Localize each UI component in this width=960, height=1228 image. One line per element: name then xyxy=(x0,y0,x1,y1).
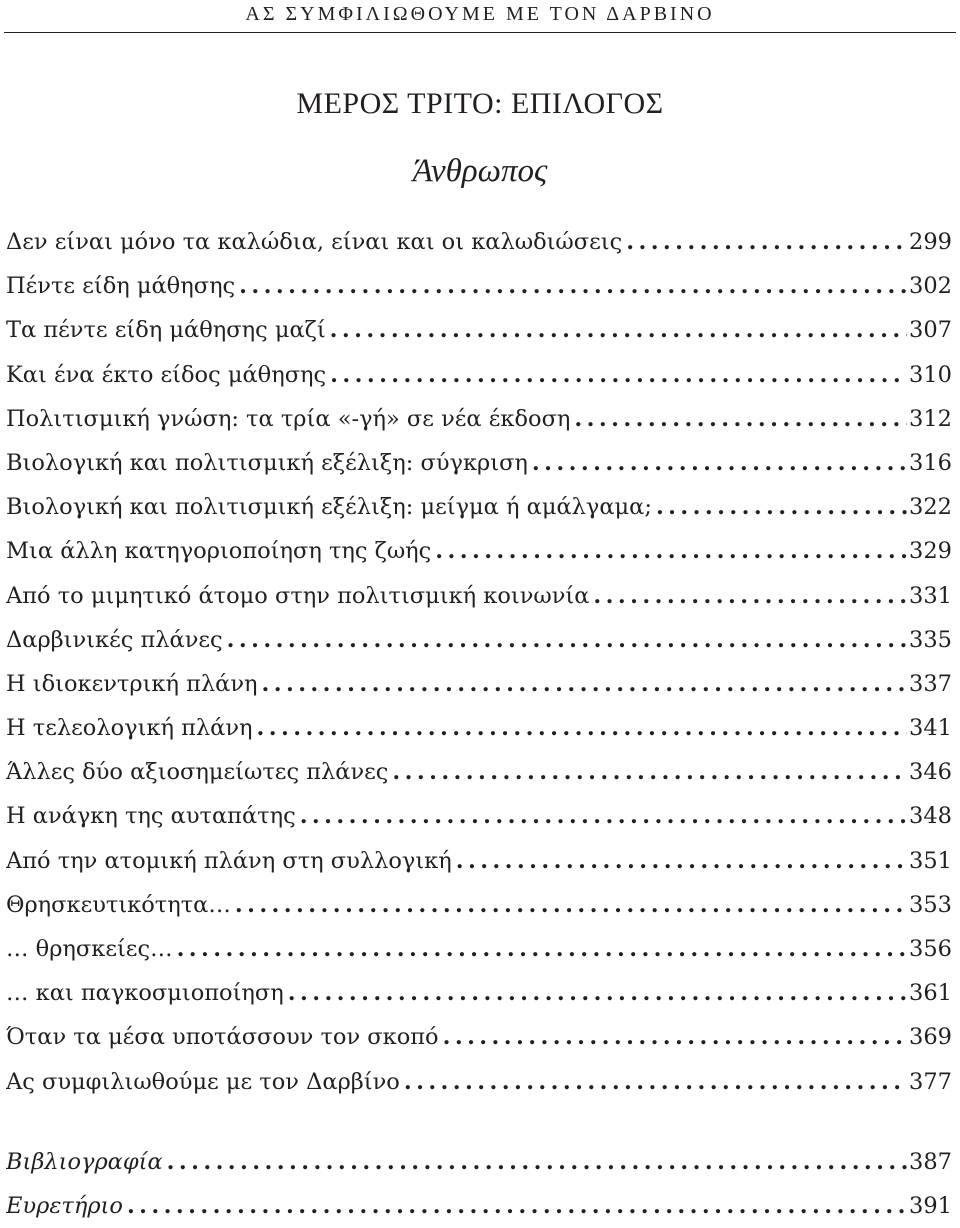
toc-entry xyxy=(6,353,952,397)
toc-entry-page: 361 xyxy=(909,980,952,1007)
toc-entry xyxy=(6,1060,952,1104)
toc-entry-page: 369 xyxy=(909,1024,952,1051)
toc-leader-dots xyxy=(239,264,907,308)
running-header: ΑΣ ΣΥΜΦΙΛΙΩΘΟΥΜΕ ΜΕ ΤΟΝ ΔΑΡΒΙΝΟ xyxy=(245,3,715,25)
toc-entry-title: Όταν τα μέσα υποτάσσουν τον σκοπό xyxy=(6,1024,439,1051)
toc-entry-page: 351 xyxy=(909,847,952,874)
toc-entry-page: 331 xyxy=(909,582,952,609)
toc-entry-page: 302 xyxy=(909,273,952,300)
toc-entry-title: Από το μιμητικό άτομο στην πολιτισμική κοινωνία xyxy=(6,582,590,609)
toc-leader-dots xyxy=(404,1060,907,1104)
toc-entry xyxy=(6,529,952,573)
toc-entry-page: 310 xyxy=(909,361,952,388)
toc-leader-dots xyxy=(656,485,907,529)
toc-entry xyxy=(6,1015,952,1059)
toc-entry xyxy=(6,839,952,883)
toc-leader-dots xyxy=(593,574,907,618)
toc-entry-title: … θρησκείες… xyxy=(6,936,173,962)
toc-entry xyxy=(6,750,952,794)
toc-entry-page: 307 xyxy=(909,317,952,344)
toc-entry xyxy=(6,397,952,441)
toc-entry xyxy=(6,485,952,529)
toc-leader-dots xyxy=(177,927,907,971)
toc-leader-dots xyxy=(330,353,907,397)
back-matter-entry xyxy=(6,1140,952,1184)
toc-leader-dots xyxy=(443,1015,907,1059)
toc-entry-title: Η ανάγκη της αυταπάτης xyxy=(6,803,296,830)
toc-entry-title: Θρησκευτικότητα… xyxy=(6,891,231,918)
toc-leader-dots xyxy=(235,883,907,927)
table-of-contents xyxy=(6,220,952,1104)
toc-entry xyxy=(6,971,952,1015)
toc-entry-title: Πέντε είδη μάθησης xyxy=(6,273,236,300)
toc-leader-dots xyxy=(127,1184,907,1228)
toc-entry-title: … και παγκοσμιοποίηση xyxy=(6,980,284,1007)
toc-leader-dots xyxy=(574,397,907,441)
toc-entry-page: 348 xyxy=(909,803,952,830)
toc-entry-page: 353 xyxy=(909,891,952,918)
header-rule xyxy=(4,32,956,33)
toc-entry-title: Δεν είναι μόνο τα καλώδια, είναι και οι καλωδιώσεις xyxy=(6,229,623,255)
toc-entry xyxy=(6,662,952,706)
toc-entry-title: Άλλες δύο αξιοσημείωτες πλάνες xyxy=(6,759,389,786)
toc-entry-title: Δαρβινικές πλάνες xyxy=(6,626,223,653)
toc-leader-dots xyxy=(532,441,907,485)
toc-entry xyxy=(6,441,952,485)
back-matter-title: Ευρετήριο xyxy=(6,1193,123,1220)
toc-entry xyxy=(6,706,952,750)
toc-entry xyxy=(6,618,952,662)
toc-entry-page: 312 xyxy=(909,405,952,432)
back-matter-entry xyxy=(6,1184,952,1228)
toc-leader-dots xyxy=(392,750,907,794)
back-matter-page: 387 xyxy=(909,1149,952,1175)
toc-entry xyxy=(6,794,952,838)
part-title: ΜΕΡΟΣ ΤΡΙΤΟ: ΕΠΙΛΟΓΟΣ xyxy=(296,87,664,120)
toc-leader-dots xyxy=(456,839,907,883)
toc-entry-page: 329 xyxy=(909,538,952,565)
toc-entry xyxy=(6,574,952,618)
toc-entry-title: Πολιτισμική γνώση: τα τρία «-γή» σε νέα έκδοση xyxy=(6,405,571,432)
toc-leader-dots xyxy=(626,220,907,264)
toc-entry-page: 346 xyxy=(909,759,952,786)
toc-entry-title: Η τελεολογική πλάνη xyxy=(6,715,253,742)
toc-entry-title: Βιολογική και πολιτισμική εξέλιξη: μείγμα ή αμάλγαμα; xyxy=(6,494,652,521)
toc-entry-page: 322 xyxy=(909,494,952,521)
toc-entry-page: 377 xyxy=(909,1068,952,1095)
toc-entry xyxy=(6,264,952,308)
toc-leader-dots xyxy=(330,308,907,352)
toc-leader-dots xyxy=(167,1140,907,1184)
toc-entry-title: Ας συμφιλιωθούμε με τον Δαρβίνο xyxy=(6,1068,400,1095)
toc-entry xyxy=(6,883,952,927)
toc-leader-dots xyxy=(257,706,908,750)
toc-entry-title: Βιολογική και πολιτισμική εξέλιξη: σύγκριση xyxy=(6,449,528,476)
toc-leader-dots xyxy=(288,971,907,1015)
back-matter-page: 391 xyxy=(909,1193,952,1220)
toc-entry xyxy=(6,220,952,264)
section-title: Άνθρωπος xyxy=(412,153,548,189)
toc-entry xyxy=(6,927,952,971)
toc-leader-dots xyxy=(300,794,907,838)
toc-leader-dots xyxy=(435,529,907,573)
toc-entry-title: Από την ατομική πλάνη στη συλλογική xyxy=(6,847,452,874)
toc-entry-title: Τα πέντε είδη μάθησης μαζί xyxy=(6,317,326,344)
toc-entry-page: 335 xyxy=(909,626,952,653)
toc-entry-page: 341 xyxy=(909,715,952,742)
toc-entry-page: 299 xyxy=(909,229,952,255)
toc-entry-title: Η ιδιοκεντρική πλάνη xyxy=(6,670,258,697)
back-matter-title: Βιβλιογραφία xyxy=(6,1149,163,1175)
toc-entry-title: Και ένα έκτο είδος μάθησης xyxy=(6,361,327,388)
toc-leader-dots xyxy=(262,662,908,706)
toc-entry-page: 337 xyxy=(909,670,952,697)
toc-leader-dots xyxy=(227,618,907,662)
toc-entry-title: Μια άλλη κατηγοριοποίηση της ζωής xyxy=(6,538,432,565)
toc-entry-page: 316 xyxy=(909,449,952,476)
toc-entry-page: 356 xyxy=(909,936,952,962)
toc-entry xyxy=(6,308,952,352)
back-matter-list xyxy=(6,1140,952,1228)
